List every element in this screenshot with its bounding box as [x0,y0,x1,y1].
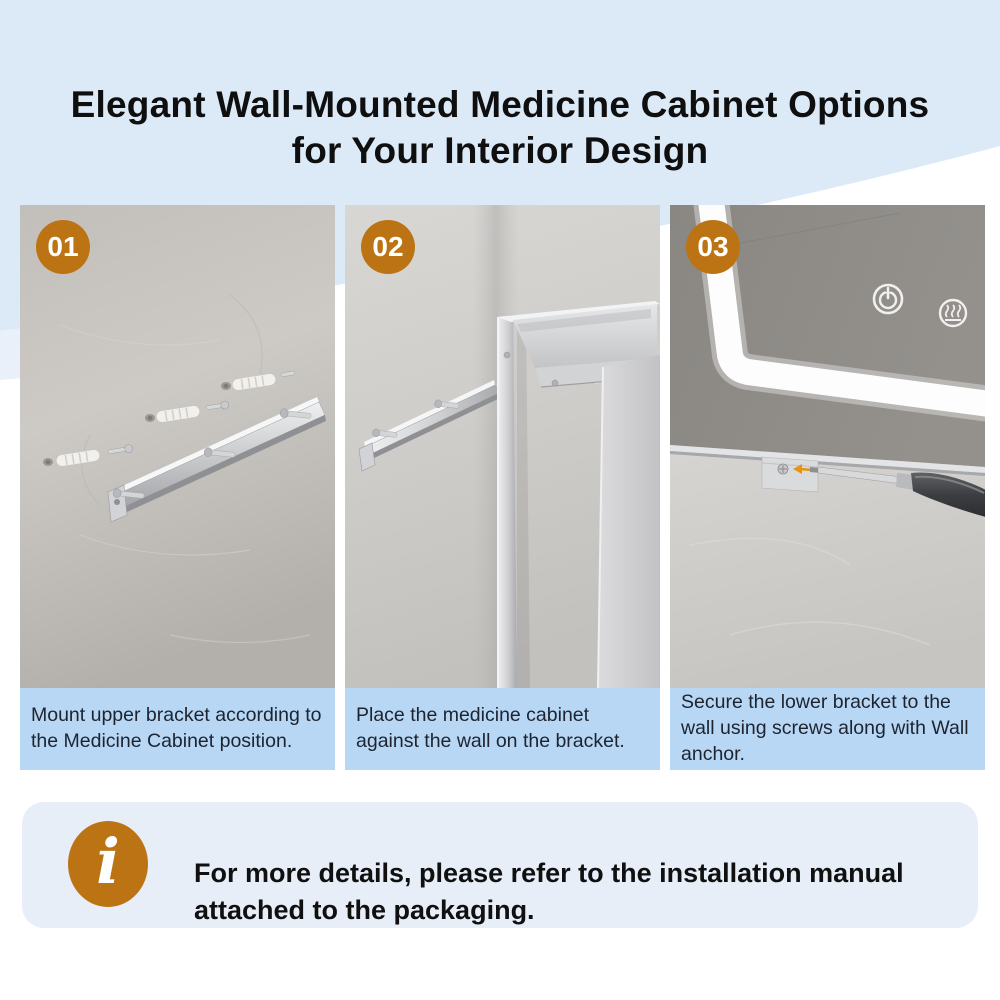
step-1-caption [20,688,335,770]
step-panel-2 [345,205,660,770]
step-badge-1: 01 [36,220,90,274]
info-icon-glyph: i [96,824,120,898]
step-panel-1 [20,205,335,770]
info-icon [68,821,148,907]
info-text: For more details, please refer to the installation manual attached to the packaging. [194,857,904,925]
step-3-photo [670,205,985,688]
step-1-caption-text: Mount upper bracket according to the Medicine Cabinet position. [31,704,322,752]
step-3-caption-text: Secure the lower bracket to the wall using screws along with Wall anchor. [681,691,969,765]
page-title-line-2: for Your Interior Design [291,129,709,171]
step-3-caption [670,688,985,770]
page-title [0,82,1000,174]
step-1-photo [20,205,335,688]
step-badge-2: 02 [361,220,415,274]
lower-bracket-illustration [670,205,985,688]
info-card [22,802,978,928]
step-2-caption-text: Place the medicine cabinet against the wall on the bracket. [356,704,625,752]
steps-row [20,205,985,770]
step-2-caption [345,688,660,770]
page-title-line-1: Elegant Wall-Mounted Medicine Cabinet Options [70,83,930,125]
step-2-photo [345,205,660,688]
step-badge-3: 03 [686,220,740,274]
cabinet-placement-illustration [345,205,660,688]
step-panel-3 [670,205,985,770]
upper-bracket-illustration [20,205,335,688]
